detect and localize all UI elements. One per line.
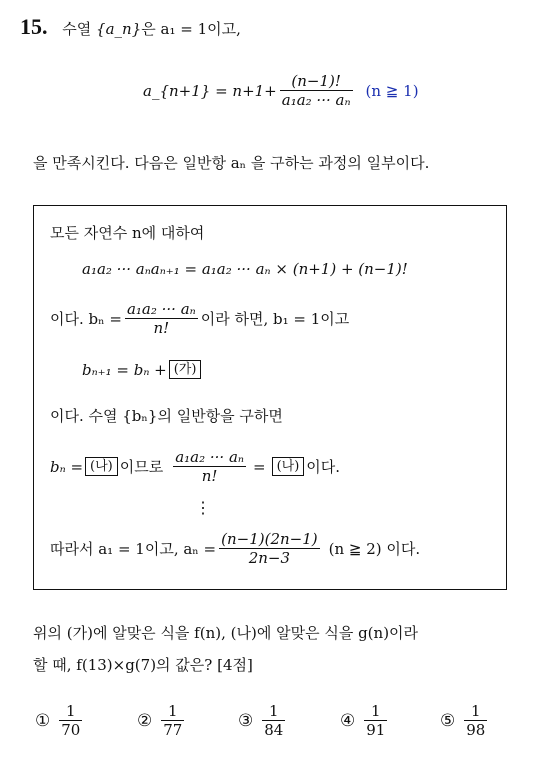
box-line-8 <box>50 530 420 567</box>
choice-numerator: 1 <box>168 702 178 720</box>
choice-2[interactable] <box>137 702 187 739</box>
choice-1[interactable] <box>35 702 85 739</box>
recurrence-denominator: a₁a₂ ··· aₙ <box>281 91 351 109</box>
choice-fraction <box>262 702 285 739</box>
box-line-5: 이다. 수열 {bₙ}의 일반항을 구하면 <box>50 407 283 425</box>
box-line-2: a₁a₂ ··· aₙaₙ₊₁ = a₁a₂ ··· aₙ × (n+1) + (n−1)! <box>82 260 408 278</box>
recurrence-fraction <box>280 72 353 109</box>
intro-text: 수열 <box>62 20 92 38</box>
choice-4[interactable] <box>340 702 390 739</box>
choice-fraction <box>161 702 184 739</box>
line6-lhs: bₙ = <box>50 457 84 476</box>
choice-marker: ① <box>35 710 51 731</box>
choice-numerator: 1 <box>66 702 76 720</box>
recurrence-numerator: (n−1)! <box>291 72 341 90</box>
blank-na-1: (나) <box>85 457 118 476</box>
line8-prefix: 따라서 a₁ = 1이고, aₙ = <box>50 540 217 558</box>
line6-equals: = <box>253 457 266 476</box>
intro-sequence: {a_n} <box>96 20 142 38</box>
problem-header <box>20 14 241 40</box>
recurrence-formula <box>143 72 419 109</box>
line3-suffix: 이라 하면, b₁ = 1이고 <box>200 310 350 328</box>
vertical-dots: ⋮ <box>195 498 211 517</box>
line3-denominator: n! <box>125 318 198 337</box>
question-line-2: 할 때, f(13)×g(7)의 값은? [4점] <box>33 656 253 674</box>
intro-condition: 은 a₁ = 1이고, <box>141 20 241 38</box>
line8-numerator: (n−1)(2n−1) <box>221 530 318 548</box>
choice-marker: ⑤ <box>440 710 456 731</box>
line6-suffix: 이다. <box>306 458 341 476</box>
choice-fraction <box>364 702 387 739</box>
line6-fraction <box>173 448 246 485</box>
choice-denominator: 91 <box>366 721 386 739</box>
question-line-1: 위의 (가)에 알맞은 식을 f(n), (나)에 알맞은 식을 g(n)이라 <box>33 624 419 642</box>
line8-suffix: (n ≧ 2) 이다. <box>328 540 421 558</box>
line6-mid: 이므로 <box>119 458 164 476</box>
line6-denominator: n! <box>173 466 246 485</box>
choice-denominator: 77 <box>163 721 183 739</box>
box-line-3 <box>50 300 349 337</box>
choice-numerator: 1 <box>269 702 279 720</box>
after-recurrence-text: 을 만족시킨다. 다음은 일반항 aₙ 을 구하는 과정의 일부이다. <box>33 154 430 172</box>
line8-denominator: 2n−3 <box>219 548 320 567</box>
choice-marker: ② <box>137 710 153 731</box>
line6-numerator: a₁a₂ ··· aₙ <box>175 448 244 466</box>
choice-marker: ④ <box>340 710 356 731</box>
choice-denominator: 84 <box>264 721 284 739</box>
box-line-6 <box>50 448 340 485</box>
choice-fraction <box>464 702 487 739</box>
recurrence-lhs: a_{n+1} = n+1+ <box>143 81 277 100</box>
line3-prefix: 이다. bₙ = <box>50 310 122 328</box>
blank-na-2: (나) <box>272 457 305 476</box>
recurrence-condition: (n ≧ 1) <box>365 81 419 100</box>
box-line-1: 모든 자연수 n에 대하여 <box>50 224 205 242</box>
problem-number: 15. <box>20 14 48 39</box>
choice-numerator: 1 <box>371 702 381 720</box>
choice-marker: ③ <box>238 710 254 731</box>
line3-numerator: a₁a₂ ··· aₙ <box>126 300 196 318</box>
blank-ga: (가) <box>169 360 202 379</box>
choice-denominator: 98 <box>466 721 486 739</box>
box-line-4 <box>82 360 203 379</box>
line4-lhs: bₙ₊₁ = bₙ + <box>82 360 167 379</box>
choice-denominator: 70 <box>61 721 81 739</box>
line3-fraction <box>125 300 198 337</box>
choice-numerator: 1 <box>471 702 481 720</box>
choice-5[interactable] <box>440 702 490 739</box>
line8-fraction <box>219 530 320 567</box>
choice-3[interactable] <box>238 702 288 739</box>
choice-fraction <box>59 702 82 739</box>
